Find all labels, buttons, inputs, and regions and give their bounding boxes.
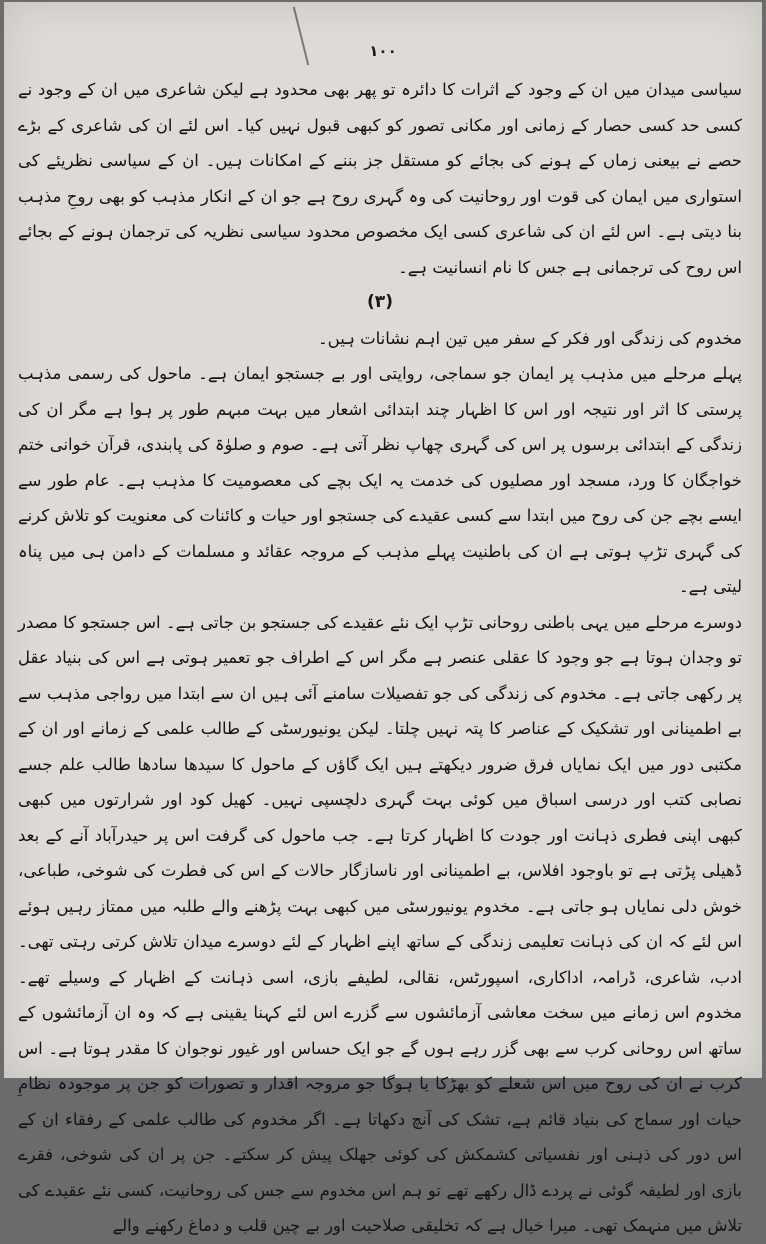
section-heading: (۳) [367,292,393,312]
paragraph-3: دوسرے مرحلے میں یہی باطنی روحانی تڑپ ایک نئے عقیدے کی جستجو بن جاتی ہے۔ اس جستجو کا مصدر تو وجدان ہوتا ہے جو وجود کا عقلی عنصر ہے مگر اس کے اطراف جو تعمیر ہوتی ہے اس کی بنیاد عقل پر رکھی جاتی ہے۔ مخدوم کی زندگی کی جو تفصیلات سامنے آئی ہیں ان سے ابتدا میں رواجی مذہب سے بے اطمینانی اور تشکیک کے عناصر کا پتہ نہیں چلتا۔ لیکن یونیورسٹی کے طالب علمی کے زمانے اور ان کے مکتبی دور میں ایک نمایاں فرق ضرور دیکھتے ہیں ایک گاؤں کے ماحول کا سیدھا سادھا طالب علم جسے نصابی کتب اور درسی اسباق میں کوئی بہت گہری دلچسپی نہیں۔ کھیل کود اور شرارتوں میں کبھی کبھی اپنی فطری ذہانت اور جودت کا اظہار کرتا ہے۔ جب ماحول کی گرفت اس پر حیدرآباد آنے کے بعد ڈھیلی پڑتی ہے تو باوجود افلاس، بے اطمینانی اور ناسازگار حالات کے اس کی فطرت کی شوخی، طباعی، خوش دلی نمایاں ہو جاتی ہے۔ مخدوم یونیورسٹی میں کبھی بہت پڑھنے والے طلبہ میں ممتاز رہیں ہوئے اس لئے کہ ان کی ذہانت تعلیمی زندگی کے ساتھ اپنے اظہار کے لئے دوسرے میدان تلاش کرتی رہتی تھی۔ ادب، شاعری، ڈرامہ، اداکاری، اسپورٹس، نقالی، لطیفے بازی، اسی ذہانت کے اظہار کے وسیلے تھے۔ مخدوم اس زمانے میں سخت معاشی آزمائشوں سے گزرے اس لئے کہنا یقینی ہے کہ وہ ان آزمائشوں کے ساتھ اس روحانی کرب سے بھی گزر رہے ہوں گے جو ایک حساس اور غیور نوجوان کا مقدر ہوتا ہے۔ اس کرب نے ان کی روح میں اس شعلے کو بھڑکا یا ہوگا جو مروجہ اقدار و تصورات کو جن پر موجودہ نظامِ حیات اور سماج کی بنیاد قائم ہے، تشک کی آنچ دکھاتا ہے۔ اگر مخدوم کی طالب علمی کے رفقاء ان کے اس دور کی ذہنی اور نفسیاتی کشمکش کی کوئی جھلک پیش کر سکتے۔ جن پر ان کی شوخی، فقرے بازی اور لطیفہ گوئی نے پردے ڈال رکھے تھے تو ہم اس مخدوم سے جس کی روحانیت، کسی نئے عقیدے کی تلاش میں منہمک تھی۔ میرا خیال ہے کہ تخلیقی صلاحیت اور بے چین قلب و دماغ رکھنے والے [18,612,742,1235]
page-number: ۱۰۰ [369,42,397,60]
scanned-page [4,2,762,1235]
paragraph-1: سیاسی میدان میں ان کے وجود کے اثرات کا دائرہ تو پھر بھی محدود ہے لیکن شاعری میں ان کے وجود نے کسی حد کسی حصار کے زمانی اور مکانی تصور کو کبھی قبول نہیں کیا۔ اس لئے ان کی شاعری کے بڑے حصے نے بیعنی زماں کے ہونے کی بجائے کو مستقل جز بننے کے امکانات ہیں۔ ان کے سیاسی نظریئے کی استواری میں ایمان کی قوت اور روحانیت کی وہ گہری روح ہے جو ان کے انکار مذہب کو بھی روحِ مذہب بنا دیتی ہے۔ اس لئے ان کی شاعری کسی ایک مخصوص محدود سیاسی نظریہ کی ترجمان ہونے کے بجائے اس روح کی ترجمانی ہے جس کا نام انسانیت ہے۔ [18,80,742,277]
paragraph-2: پہلے مرحلے میں مذہب پر ایمان جو سماجی، روایتی اور بے جستجو ایمان ہے۔ ماحول کی رسمی مذہب پرستی کا اثر اور نتیجہ اور اس کا اظہار چند ابتدائی اشعار میں بہت مبہم طور پر ہوا ہے مگر ان کی زندگی کے ابتدائی برسوں پر اس کی گہری چھاپ نظر آتی ہے۔ صوم و صلوٰۃ کی پابندی، قرآن خوانی ختم خواجگان کا ورد، مسجد اور مصلیوں کی خدمت یہ ایک بچے کی معصومیت کا مذہب ہے۔ عام طور سے ایسے بچے جن کی روح میں ابتدا سے کسی عقیدے کی جستجو اور حیات و کائنات کی معنویت کو تلاش کرنے کی گہری تڑپ ہوتی ہے ان کی باطنیت پہلے مذہب کے مروجہ عقائد و مسلمات کے دامن ہی میں پناہ لیتی ہے۔ [18,364,742,596]
section-intro: مخدوم کی زندگی اور فکر کے سفر میں تین اہم نشانات ہیں۔ [318,328,742,348]
urdu-body-text [18,72,742,1244]
